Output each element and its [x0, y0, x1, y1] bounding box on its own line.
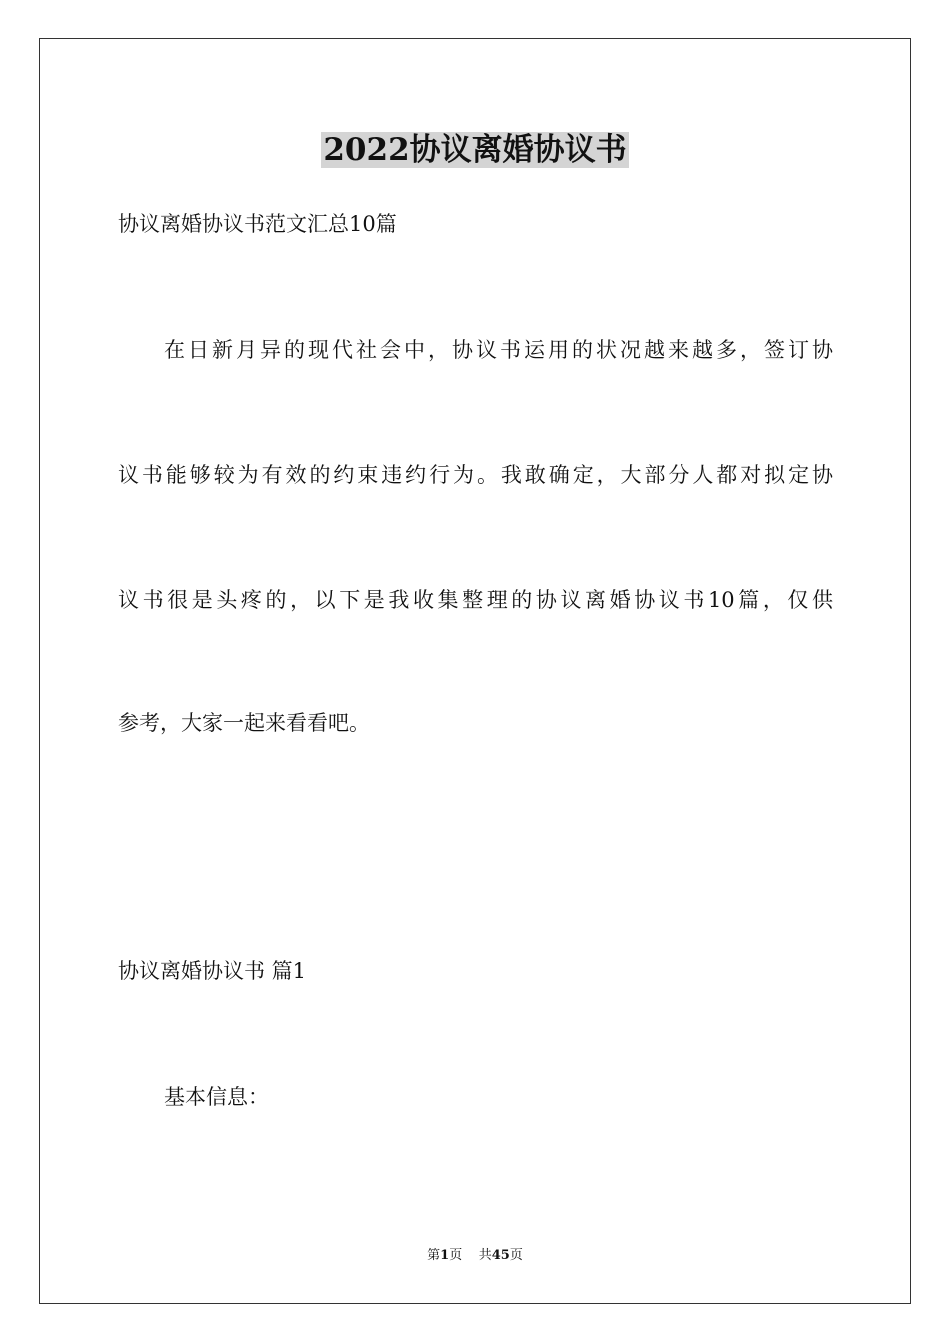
- intro-line-4: 参考，大家一起来看看吧。: [118, 711, 370, 735]
- footer-page-prefix: 第: [427, 1248, 441, 1263]
- footer-page-number: 1: [440, 1248, 450, 1263]
- footer-page-suffix: 页: [449, 1248, 463, 1263]
- footer-total-prefix: 共: [478, 1248, 492, 1263]
- document-subtitle: 协议离婚协议书范文汇总10篇: [118, 212, 397, 236]
- document-title-text: 2022协议离婚协议书: [323, 132, 627, 168]
- intro-line-2: 议书能够较为有效的约束违约行为。我敢确定，大部分人都对拟定协: [118, 463, 833, 487]
- intro-line-3: 议书很是头疼的，以下是我收集整理的协议离婚协议书10篇，仅供: [118, 588, 833, 612]
- intro-line-1: 在日新月异的现代社会中，协议书运用的状况越来越多，签订协: [164, 338, 833, 362]
- section-heading: 协议离婚协议书 篇1: [118, 959, 307, 983]
- page-footer: [0, 1246, 950, 1266]
- section-label: 基本信息：: [164, 1085, 269, 1109]
- footer-total-suffix: 页: [509, 1248, 523, 1263]
- document-title: [0, 128, 950, 172]
- footer-total-pages: 45: [491, 1248, 510, 1263]
